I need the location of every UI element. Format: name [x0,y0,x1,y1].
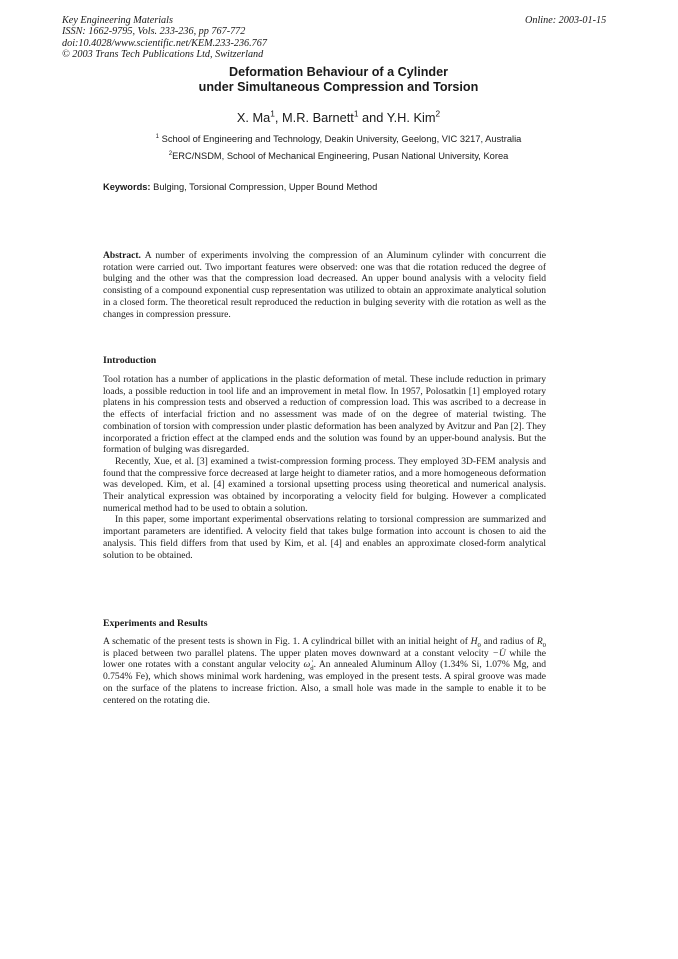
radius-subscript: 0 [542,641,546,649]
affiliation-text: ERC/NSDM, School of Mechanical Engineering, Pusan National University, Korea [172,150,509,161]
introduction-body [103,374,546,561]
text-run: and radius of [480,636,537,647]
radius-symbol: R [536,636,543,647]
keywords-text: Bulging, Torsional Compression, Upper Bound Method [153,182,378,192]
experiments-heading: Experiments and Results [103,618,208,629]
author-name: Y.H. Kim [386,110,436,125]
abstract [103,250,546,320]
text-run: while the lower one rotates with a constant angular velocity [103,647,546,671]
affiliations [62,131,615,164]
journal-name: Key Engineering Materials [62,15,173,26]
online-date: Online: 2003-01-15 [525,15,607,26]
author-affiliation-mark: 2 [435,108,441,119]
experiments-body [103,636,546,706]
affiliation-text: School of Engineering and Technology, Deakin University, Geelong, VIC 3217, Australia [161,134,522,144]
affiliation-1 [62,131,615,148]
angular-velocity-subscript: d [310,665,314,673]
text-run: A schematic of the present tests is shown in Fig. 1. A cylindrical billet with an initial height of [103,636,471,647]
paragraph: Tool rotation has a number of applications in the plastic deformation of metal. These include reduction in primary loads, a possible reduction in tool life and an improvement in metal flow. In 1957, Polosatkin [1] employed rotary platens in his compression tests and observed a reduction of compression load. This was ascribed to a decrease in the effects of interfacial friction and no assessment was made of on the degree of material twisting. The combination of torsion with compression under plastic deformation has been analyzed by Avitzur and Pan [2]. They incorporated a friction effect at the clamped ends and the solution was found by an upper-bound analysis. But the formation of bulging was disregarded. [103,374,546,456]
author-name: M.R. Barnett [282,110,354,125]
paragraph: In this paper, some important experimental observations relating to torsional compression are summarized and important parameters are identified. A velocity field that takes bulge formation into account is chosen to aid the analysis. This field differs from that used by Kim, et al. [4] and enables an approximate closed-form analytical solution to be obtained. [103,514,546,561]
text-run: . An annealed Aluminum Alloy (1.34% Si, 1.07% Mg, and 0.754% Fe), which shows minimal work hardening, was employed in the present tests. A spiral groove was made on the surface of the platens to increase friction. Also, a small hole was made in the sample to enable it to be centered on the rotating die. [103,659,546,706]
height-symbol: H [470,636,478,647]
affiliation-number: 1 [155,133,160,140]
affiliation-number: 2 [168,150,173,157]
angular-velocity-symbol: ω̇ [303,659,311,671]
doi-line: doi:10.4028/www.scientific.net/KEM.233-236.767 [62,37,267,49]
author-list [62,110,615,126]
text-run: is placed between two parallel platens. The upper platen moves downward at a constant velocity [103,647,493,659]
keywords [103,181,377,193]
copyright-line: © 2003 Trans Tech Publications Ltd, Switzerland [62,49,264,61]
author-separator: and [358,110,387,125]
velocity-symbol: −U̇ [492,647,506,659]
title-line-1: Deformation Behaviour of a Cylinder [228,65,449,79]
introduction-heading: Introduction [103,355,157,366]
paper-title [62,65,615,95]
height-subscript: 0 [477,641,481,649]
author-name: X. Ma [236,110,271,125]
paragraph: Recently, Xue, et al. [3] examined a twist-compression forming process. They employed 3D-FEM analysis and found that the compressive force decreased at large height to diameter ratios, and a more homogeneous deformation was developed. Kim, et al. [4] examined a torsional upsetting process using theoretical and numerical analysis. Their analytical expression was obtained by incorporating a velocity field for bulging. However a complicated numerical method had to be used to obtain a solution. [103,455,546,514]
journal-header [62,15,267,61]
title-line-2: under Simultaneous Compression and Torsion [198,80,479,94]
author-affiliation-mark: 1 [270,108,275,119]
abstract-text: A number of experiments involving the compression of an Aluminum cylinder with concurrent die rotation were carried out. Two important features were observed: one was that die rotation reduced the degree of bulging and the other was that the compression load decreased. An upper bound analysis with a velocity field consisting of a compound exponential cusp representation was utilized to obtain an approximate analytical solution in a closed form. The theoretical result reproduced the reduction in bulging severity with die rotation as well as the changes in compression pressure. [103,250,546,320]
author-affiliation-mark: 1 [353,108,359,119]
affiliation-2 [62,148,615,165]
issn-line: ISSN: 1662-9795, Vols. 233-236, pp 767-772 [62,26,246,38]
abstract-label: Abstract. [103,250,141,261]
keywords-label: Keywords: [103,182,151,192]
author-separator: , [274,110,283,125]
